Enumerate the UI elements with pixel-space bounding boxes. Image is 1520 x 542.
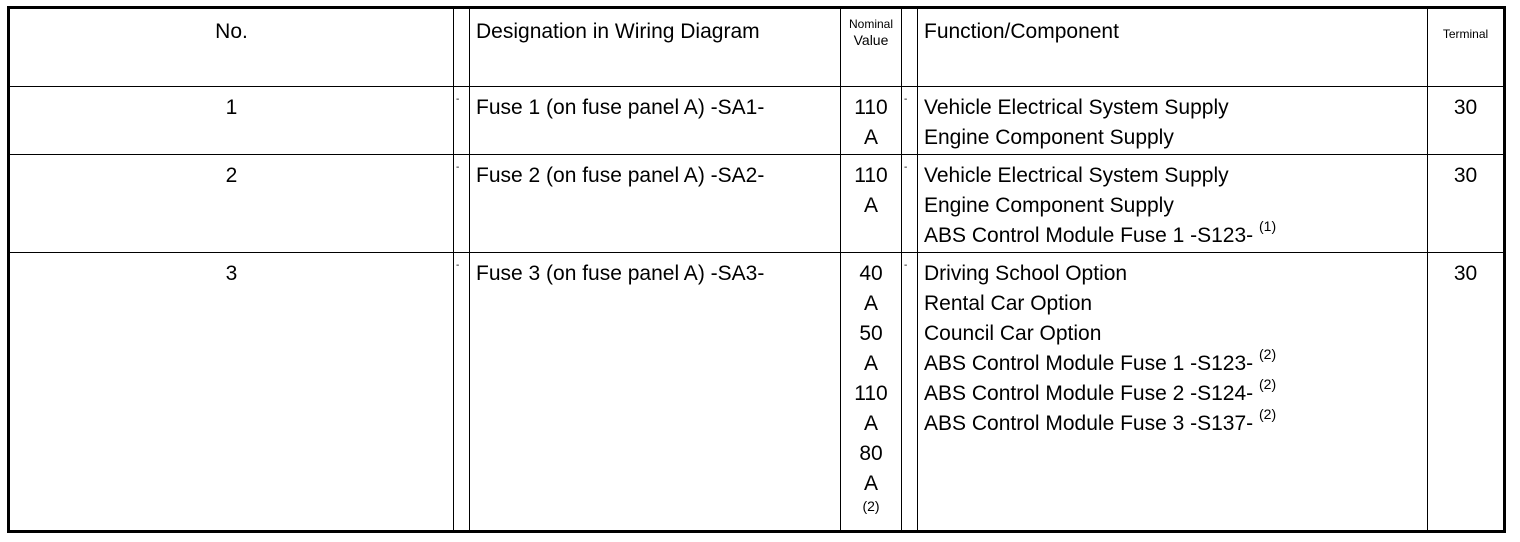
function-line: [924, 346, 1427, 379]
function-cell: [918, 87, 1428, 155]
row-number: 1: [9, 87, 454, 155]
footnote-marker: (2): [1259, 346, 1277, 362]
footnote-marker: (1): [1259, 218, 1277, 234]
terminal-cell: 30: [1428, 155, 1505, 253]
function-line: [924, 289, 1427, 319]
function-text: Engine Component Supply: [924, 126, 1174, 149]
spacer-cell-2: -: [902, 155, 918, 253]
function-line: [924, 376, 1427, 409]
table-header-row: [9, 8, 1505, 87]
function-text: ABS Control Module Fuse 1 -S123-: [924, 352, 1254, 375]
function-text: ABS Control Module Fuse 3 -S137-: [924, 412, 1254, 435]
nominal-value-line: 50: [859, 322, 883, 345]
function-text: Rental Car Option: [924, 292, 1093, 315]
nominal-value-line: A: [863, 412, 878, 435]
nominal-value-cell: [841, 155, 902, 253]
function-line: [924, 218, 1427, 251]
function-text: Council Car Option: [924, 322, 1102, 345]
function-text: Vehicle Electrical System Supply: [924, 96, 1229, 119]
nominal-value-note: (2): [862, 498, 880, 514]
function-line: [924, 406, 1427, 439]
nominal-value-line: A: [863, 194, 878, 217]
function-line: [924, 93, 1427, 123]
function-line: [924, 123, 1427, 153]
function-text: Engine Component Supply: [924, 194, 1174, 217]
header-nominal-top: Nominal: [848, 17, 893, 31]
row-number: 2: [9, 155, 454, 253]
footnote-marker: (2): [1259, 406, 1277, 422]
spacer-cell: -: [454, 87, 470, 155]
spacer-cell: -: [454, 155, 470, 253]
nominal-value-line: A: [863, 472, 878, 495]
function-line: [924, 319, 1427, 349]
table-row: [9, 253, 1505, 532]
function-cell: [918, 155, 1428, 253]
function-text: Vehicle Electrical System Supply: [924, 164, 1229, 187]
nominal-value-line: 110: [854, 96, 888, 119]
row-number: 3: [9, 253, 454, 532]
function-line: [924, 161, 1427, 191]
nominal-value-line: 80: [859, 442, 883, 465]
header-nominal-bottom: Value: [853, 32, 889, 48]
spacer-cell-2: -: [902, 87, 918, 155]
header-nominal-value: [841, 8, 902, 87]
nominal-value-line: 40: [859, 262, 883, 285]
nominal-value-cell: [841, 87, 902, 155]
header-designation: Designation in Wiring Diagram: [470, 8, 841, 87]
function-text: ABS Control Module Fuse 2 -S124-: [924, 382, 1254, 405]
nominal-value-line: A: [863, 292, 878, 315]
table-row: [9, 87, 1505, 155]
header-terminal-label: Terminal: [1442, 27, 1489, 41]
nominal-value-cell: [841, 253, 902, 532]
nominal-value-line: A: [863, 352, 878, 375]
header-no: No.: [9, 8, 454, 87]
spacer-cell: -: [454, 253, 470, 532]
fuse-table: [7, 6, 1506, 533]
nominal-value-line: 110: [854, 382, 888, 405]
table-row: [9, 155, 1505, 253]
function-text: Driving School Option: [924, 262, 1128, 285]
spacer-cell-2: -: [902, 253, 918, 532]
nominal-value-line: A: [863, 126, 878, 149]
function-cell: [918, 253, 1428, 532]
footnote-marker: (2): [1259, 376, 1277, 392]
designation-cell: Fuse 1 (on fuse panel A) -SA1-: [470, 87, 841, 155]
designation-cell: Fuse 3 (on fuse panel A) -SA3-: [470, 253, 841, 532]
header-spacer: [454, 8, 470, 87]
terminal-cell: 30: [1428, 253, 1505, 532]
header-function: Function/Component: [918, 8, 1428, 87]
function-text: ABS Control Module Fuse 1 -S123-: [924, 224, 1254, 247]
header-spacer-2: [902, 8, 918, 87]
nominal-value-line: 110: [854, 164, 888, 187]
header-terminal: [1428, 8, 1505, 87]
function-line: [924, 259, 1427, 289]
terminal-cell: 30: [1428, 87, 1505, 155]
designation-cell: Fuse 2 (on fuse panel A) -SA2-: [470, 155, 841, 253]
function-line: [924, 191, 1427, 221]
